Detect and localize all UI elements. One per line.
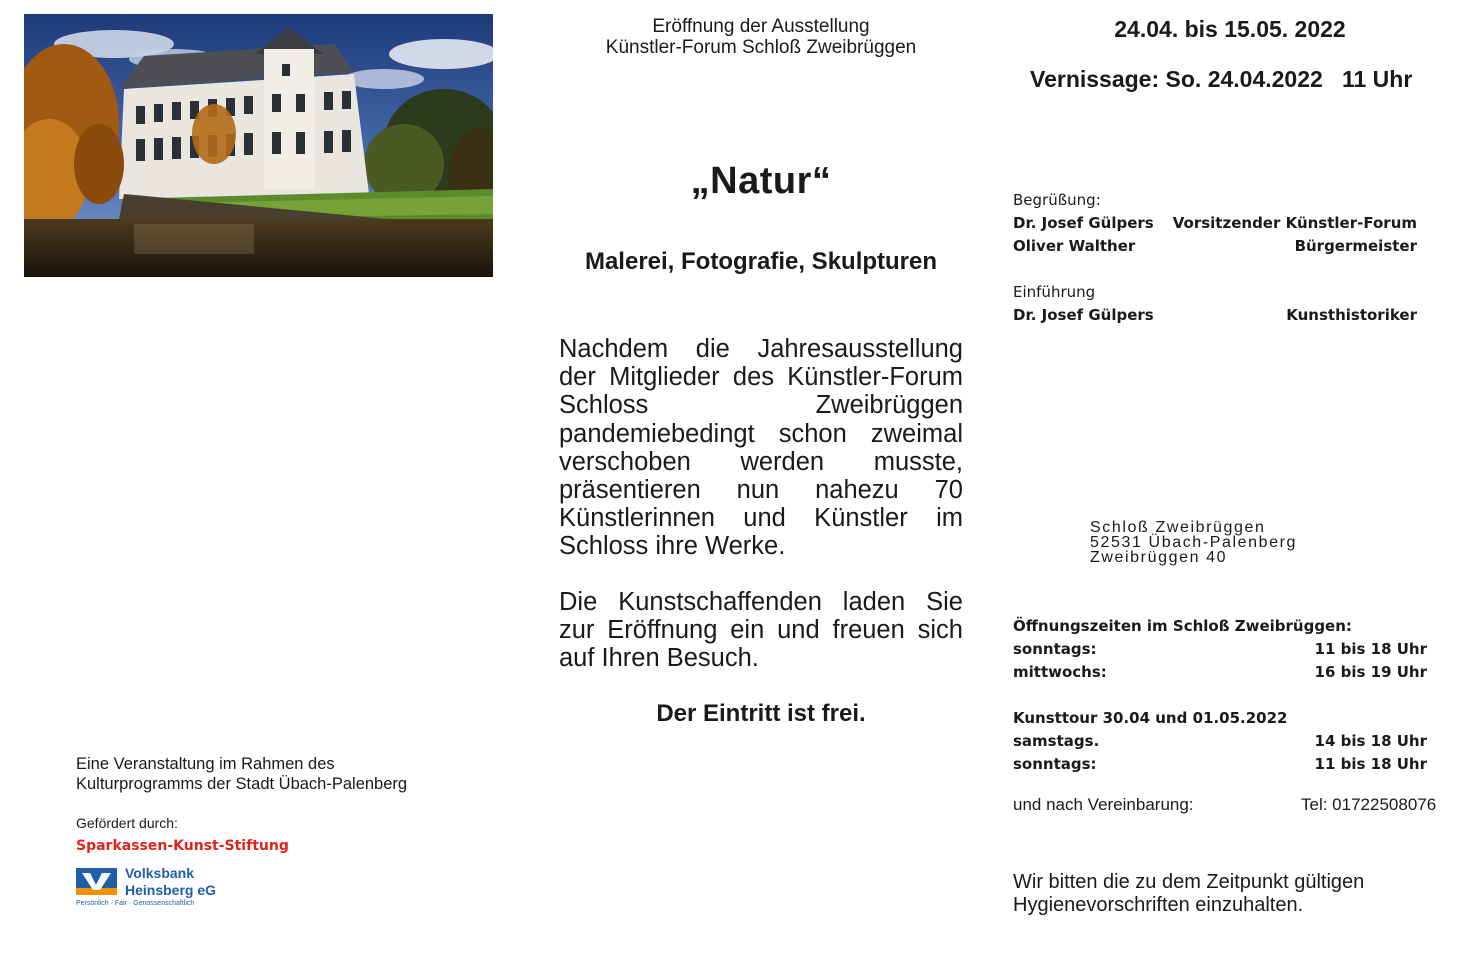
hygiene-line: Hygienevorschriften einzuhalten. [1013, 894, 1304, 916]
event-info-line: Kulturprogramms der Stadt Übach-Palenberg [76, 775, 408, 793]
exhibition-subtitle: Malerei, Fotografie, Skulpturen [584, 248, 938, 275]
address-line: Schloß Zweibrüggen [1090, 519, 1266, 536]
intro-paragraph: Nachdem die Jahresausstellung der Mitglieder des Künstler-Forum Schloss Zweibrüggen pandemiebedingt schon zweimal verschoben werden musste, präsentieren nun nahezu 70 Künstlerinnen und Künstler im Schloss ihre Werke. [559, 335, 963, 561]
address-line: 52531 Übach-Palenberg [1090, 534, 1298, 551]
hours-row [1013, 661, 1427, 684]
hours-row [1013, 638, 1427, 661]
tour-day: sonntags: [1013, 755, 1097, 773]
exhibition-title: „Natur“ [690, 160, 832, 202]
volksbank-logo-icon [76, 868, 117, 895]
venue-address [1090, 520, 1297, 565]
volksbank-name-line: Volksbank [125, 865, 194, 881]
speaker-role: Kunsthistoriker [1286, 306, 1417, 324]
appointment-note: und nach Vereinbarung: [1013, 795, 1194, 814]
hours-time: 16 bis 19 Uhr [1314, 663, 1427, 681]
program-section [1013, 189, 1417, 327]
hours-title: Öffnungszeiten im Schloß Zweibrüggen: [1013, 617, 1352, 635]
hygiene-notice [1013, 871, 1364, 917]
event-info [76, 754, 407, 794]
tour-row [1013, 730, 1427, 753]
tour-row [1013, 753, 1427, 776]
tour-time: 11 bis 18 Uhr [1314, 755, 1427, 773]
castle-photo [24, 14, 493, 277]
free-entry-notice: Der Eintritt ist frei. [656, 700, 866, 727]
hours-day: mittwochs: [1013, 663, 1107, 681]
funded-by-label: Gefördert durch: [76, 815, 178, 831]
header-line-2: Künstler-Forum Schloß Zweibrüggen [605, 37, 917, 58]
speaker-role: Bürgermeister [1294, 237, 1417, 255]
event-info-line: Eine Veranstaltung im Rahmen des [76, 755, 335, 773]
hours-day: sonntags: [1013, 640, 1097, 658]
address-line: Zweibrüggen 40 [1090, 549, 1228, 566]
vernissage-date: Vernissage: So. 24.04.2022 11 Uhr [1030, 66, 1413, 92]
speaker-name: Dr. Josef Gülpers [1013, 306, 1154, 324]
tour-day: samstags. [1013, 732, 1100, 750]
welcome-row [1013, 212, 1417, 235]
speaker-role: Vorsitzender Künstler-Forum [1172, 214, 1417, 232]
invitation-paragraph: Die Kunstschaffenden laden Sie zur Eröffnung ein und freuen sich auf Ihren Besuch. [559, 588, 963, 673]
sparkasse-sponsor: Sparkassen-Kunst-Stiftung [76, 838, 289, 854]
volksbank-name [125, 865, 216, 899]
header-line-1: Eröffnung der Ausstellung [652, 16, 870, 37]
tour-time: 14 bis 18 Uhr [1314, 732, 1427, 750]
volksbank-tagline: Persönlich · Fair · Genossenschaftlich [76, 900, 195, 907]
volksbank-name-line: Heinsberg eG [125, 882, 217, 898]
welcome-label: Begrüßung: [1013, 191, 1101, 209]
hours-time: 11 bis 18 Uhr [1314, 640, 1427, 658]
opening-hours [1013, 615, 1427, 776]
speaker-name: Oliver Walther [1013, 237, 1136, 255]
exhibition-dates: 24.04. bis 15.05. 2022 [1114, 16, 1346, 42]
phone-number: Tel: 01722508076 [1301, 795, 1437, 814]
speaker-name: Dr. Josef Gülpers [1013, 214, 1154, 232]
welcome-row [1013, 235, 1417, 258]
intro-label: Einführung [1013, 283, 1096, 301]
hygiene-line: Wir bitten die zu dem Zeitpunkt gültigen [1013, 871, 1365, 893]
intro-row [1013, 304, 1417, 327]
art-tour-title: Kunsttour 30.04 und 01.05.2022 [1013, 709, 1288, 727]
